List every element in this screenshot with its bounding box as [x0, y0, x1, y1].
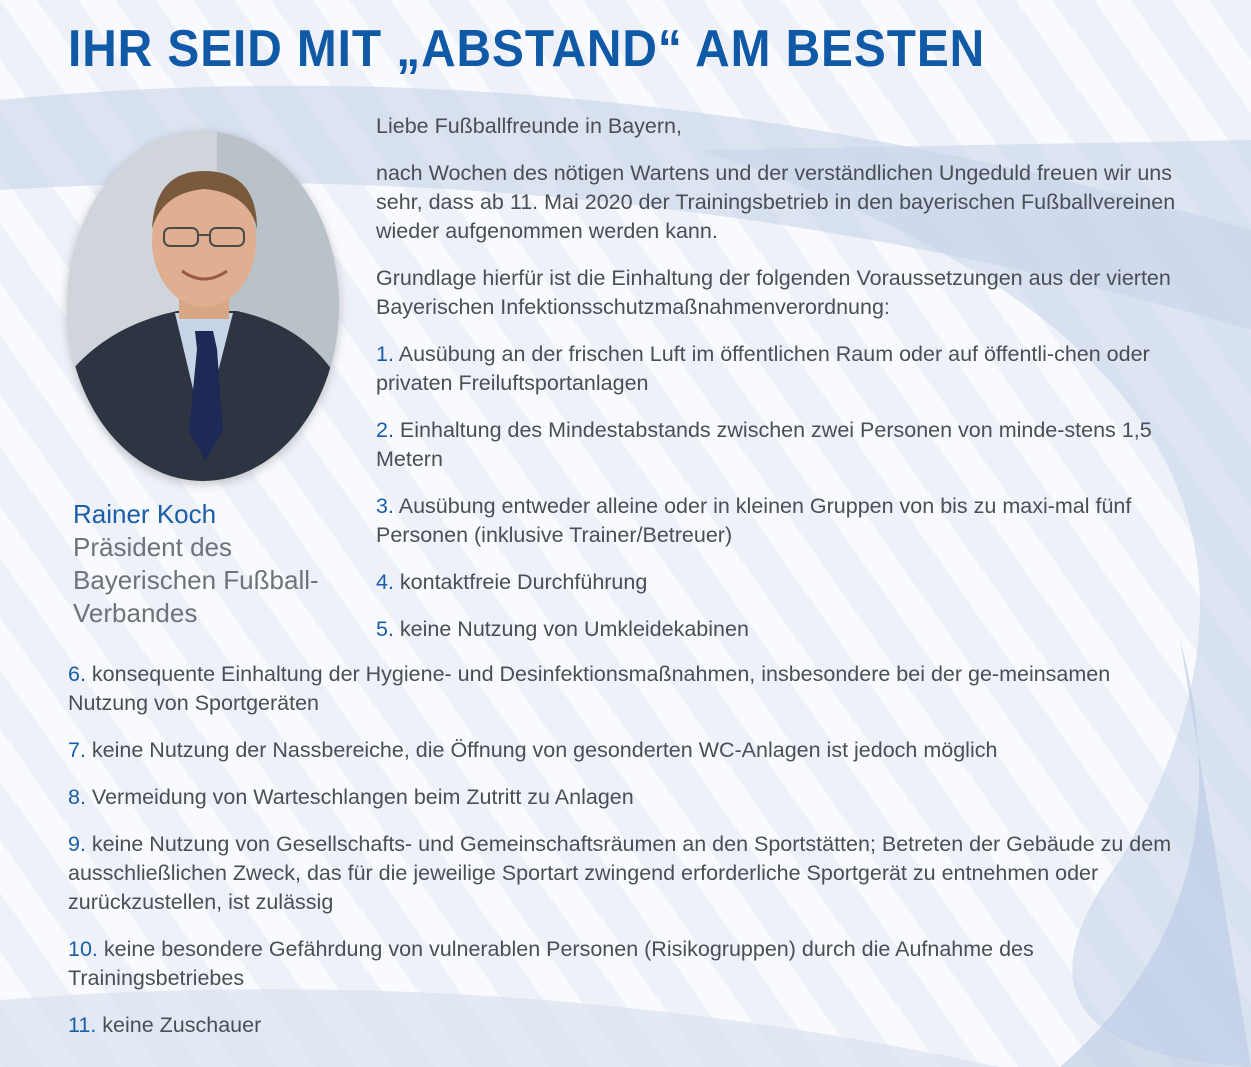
- list-item: [376, 340, 1191, 398]
- person-name: Rainer Koch: [73, 499, 217, 529]
- list-item: [376, 416, 1191, 474]
- item-text: Vermeidung von Warteschlangen beim Zutritt zu Anlagen: [91, 785, 634, 809]
- item-text: Ausübung an der frischen Luft im öffentlichen Raum oder auf öffentli-chen oder privaten Freiluftsportanlagen: [376, 342, 1150, 395]
- portrait-photo: [67, 131, 339, 481]
- item-number: 3.: [376, 494, 394, 518]
- list-item: [68, 660, 1188, 718]
- item-number: 1.: [376, 342, 394, 366]
- list-item: [68, 736, 1188, 765]
- item-text: Einhaltung des Mindestabstands zwischen zwei Personen von minde-stens 1,5 Metern: [376, 418, 1152, 471]
- item-number: 9.: [68, 832, 86, 856]
- page-title: IHR SEID MIT „ABSTAND“ AM BESTEN: [68, 20, 986, 78]
- requirements-list: [68, 660, 1188, 1058]
- item-text: keine Nutzung von Umkleidekabinen: [399, 617, 749, 641]
- list-item: [68, 830, 1188, 917]
- portrait-caption: [73, 498, 353, 630]
- person-title-line: Präsident des: [73, 532, 232, 562]
- list-item: [68, 935, 1188, 993]
- list-item: [68, 1011, 1188, 1040]
- list-item: [68, 783, 1188, 812]
- item-number: 8.: [68, 785, 86, 809]
- greeting: Liebe Fußballfreunde in Bayern,: [376, 114, 682, 138]
- item-number: 10.: [68, 937, 98, 961]
- item-number: 2.: [376, 418, 394, 442]
- item-text: kontaktfreie Durchführung: [399, 570, 648, 594]
- item-text: Ausübung entweder alleine oder in kleinen Gruppen von bis zu maxi-mal fünf Personen (inklusive Trainer/Betreuer): [376, 494, 1132, 547]
- person-title-line: Verbandes: [73, 598, 198, 628]
- list-item: [376, 492, 1191, 550]
- item-text: keine Nutzung der Nassbereiche, die Öffnung von gesonderten WC-Anlagen ist jedoch möglich: [91, 738, 998, 762]
- list-item: [376, 568, 1191, 597]
- item-text: konsequente Einhaltung der Hygiene- und Desinfektionsmaßnahmen, insbesondere bei der ge-meinsamen Nutzung von Sportgeräten: [68, 662, 1111, 715]
- item-number: 5.: [376, 617, 394, 641]
- item-number: 6.: [68, 662, 86, 686]
- intro-paragraph: nach Wochen des nötigen Wartens und der verständlichen Ungeduld freuen wir uns sehr, dass ab 11. Mai 2020 der Trainingsbetrieb in den bayerischen Fußballvereinen wieder aufgenommen werden kann.: [376, 161, 1176, 243]
- item-number: 4.: [376, 570, 394, 594]
- person-title-line: Bayerischen Fußball-: [73, 565, 319, 595]
- letter-body: [376, 112, 1191, 662]
- list-item: [376, 615, 1191, 644]
- basis-paragraph: Grundlage hierfür ist die Einhaltung der folgenden Voraussetzungen aus der vierten Bayerischen Infektionsschutzmaßnahmenverordnung:: [376, 266, 1171, 319]
- item-text: keine besondere Gefährdung von vulnerablen Personen (Risikogruppen) durch die Aufnahme des Trainingsbetriebes: [68, 937, 1034, 990]
- item-number: 7.: [68, 738, 86, 762]
- item-text: keine Nutzung von Gesellschafts- und Gemeinschaftsräumen an den Sportstätten; Betreten der Gebäude zu dem ausschließlichen Zweck, das für die jeweilige Sportart zwingend erforderliche Sportgerät zu entnehmen oder zurückzustellen, ist zulässig: [68, 832, 1172, 914]
- item-text: keine Zuschauer: [102, 1013, 262, 1037]
- item-number: 11.: [68, 1013, 97, 1037]
